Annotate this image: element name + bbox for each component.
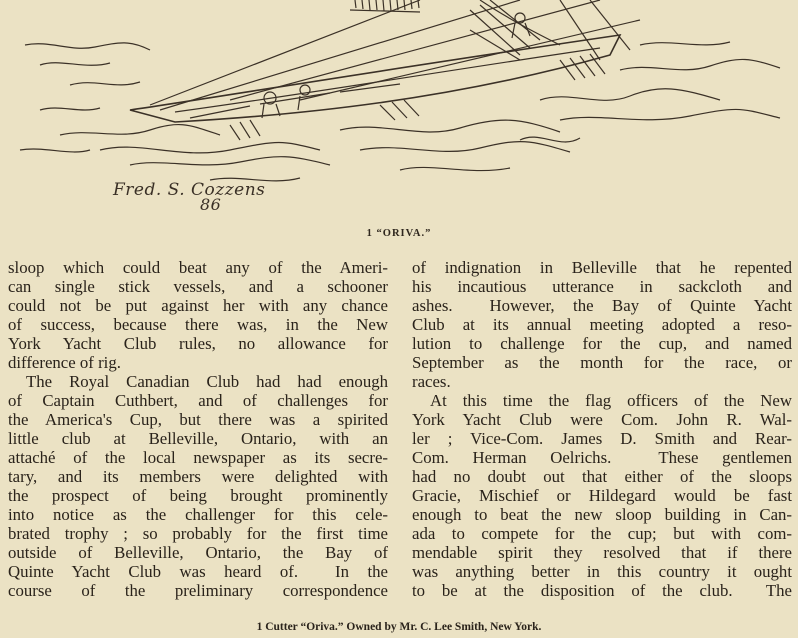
text-line: of success, because there was, in the New xyxy=(8,315,388,334)
text-line: Com. Herman Oelrichs. These gentlemen xyxy=(412,448,792,467)
text-line: ler ; Vice-Com. James D. Smith and Rear- xyxy=(412,429,792,448)
sail-hatching xyxy=(350,0,420,12)
artist-signature xyxy=(113,180,266,214)
text-line: of indignation in Belleville that he repented xyxy=(412,258,792,277)
text-line: sloop which could beat any of the Ameri- xyxy=(8,258,388,277)
signature-year: 86 xyxy=(200,195,222,214)
text-line: the America's Cup, but there was a spirited xyxy=(8,410,388,429)
text-line: York Yacht Club were Com. John R. Wal- xyxy=(412,410,792,429)
text-line: mendable spirit they resolved that if there xyxy=(412,543,792,562)
text-line: ada to compete for the cup; but with com- xyxy=(412,524,792,543)
text-line: to be at the disposition of the club. The xyxy=(412,581,792,600)
text-line: York Yacht Club rules, no allowance for xyxy=(8,334,388,353)
text-line: tary, and its members were delighted with xyxy=(8,467,388,486)
figure-caption: 1 “ORIVA.” xyxy=(366,228,432,239)
text-line: lution to challenge for the cup, and named xyxy=(412,334,792,353)
left-text-column xyxy=(8,258,388,600)
text-line: can single stick vessels, and a schooner xyxy=(8,277,388,296)
text-line: races. xyxy=(412,372,451,391)
text-line: Club at its annual meeting adopted a reso- xyxy=(412,315,792,334)
right-text-column xyxy=(412,258,792,600)
text-line: Quinte Yacht Club was heard of. In the xyxy=(8,562,388,581)
text-line: his incautious utterance in sackcloth and xyxy=(412,277,792,296)
text-line: Gracie, Mischief or Hildegard would be fast xyxy=(412,486,792,505)
text-line: brated trophy ; so probably for the first time xyxy=(8,524,388,543)
text-line: The Royal Canadian Club had had enough xyxy=(26,372,388,391)
text-line: little club at Belleville, Ontario, with an xyxy=(8,429,388,448)
text-line: attaché of the local newspaper as its secre- xyxy=(8,448,388,467)
text-line: difference of rig. xyxy=(8,353,121,372)
text-line: At this time the flag officers of the New xyxy=(430,391,792,410)
text-line: course of the preliminary correspondence xyxy=(8,581,388,600)
text-line: enough to beat the new sloop building in Can- xyxy=(412,505,792,524)
text-line: outside of Belleville, Ontario, the Bay of xyxy=(8,543,388,562)
footnote: 1 Cutter “Oriva.” Owned by Mr. C. Lee Smith, New York. xyxy=(256,621,542,633)
text-line: the prospect of being brought prominently xyxy=(8,486,388,505)
text-line: had no doubt out that either of the sloops xyxy=(412,467,792,486)
text-line: could not be put against her with any chance xyxy=(8,296,388,315)
text-line: September as the month for the race, or xyxy=(412,353,792,372)
text-line: into notice as the challenger for this cele- xyxy=(8,505,388,524)
text-line: was anything better in this country it ought xyxy=(412,562,792,581)
signature-text: Fred. S. Cozzens xyxy=(113,180,266,200)
text-line: ashes. However, the Bay of Quinte Yacht xyxy=(412,296,792,315)
text-line: of Captain Cuthbert, and of challenges for xyxy=(8,391,388,410)
